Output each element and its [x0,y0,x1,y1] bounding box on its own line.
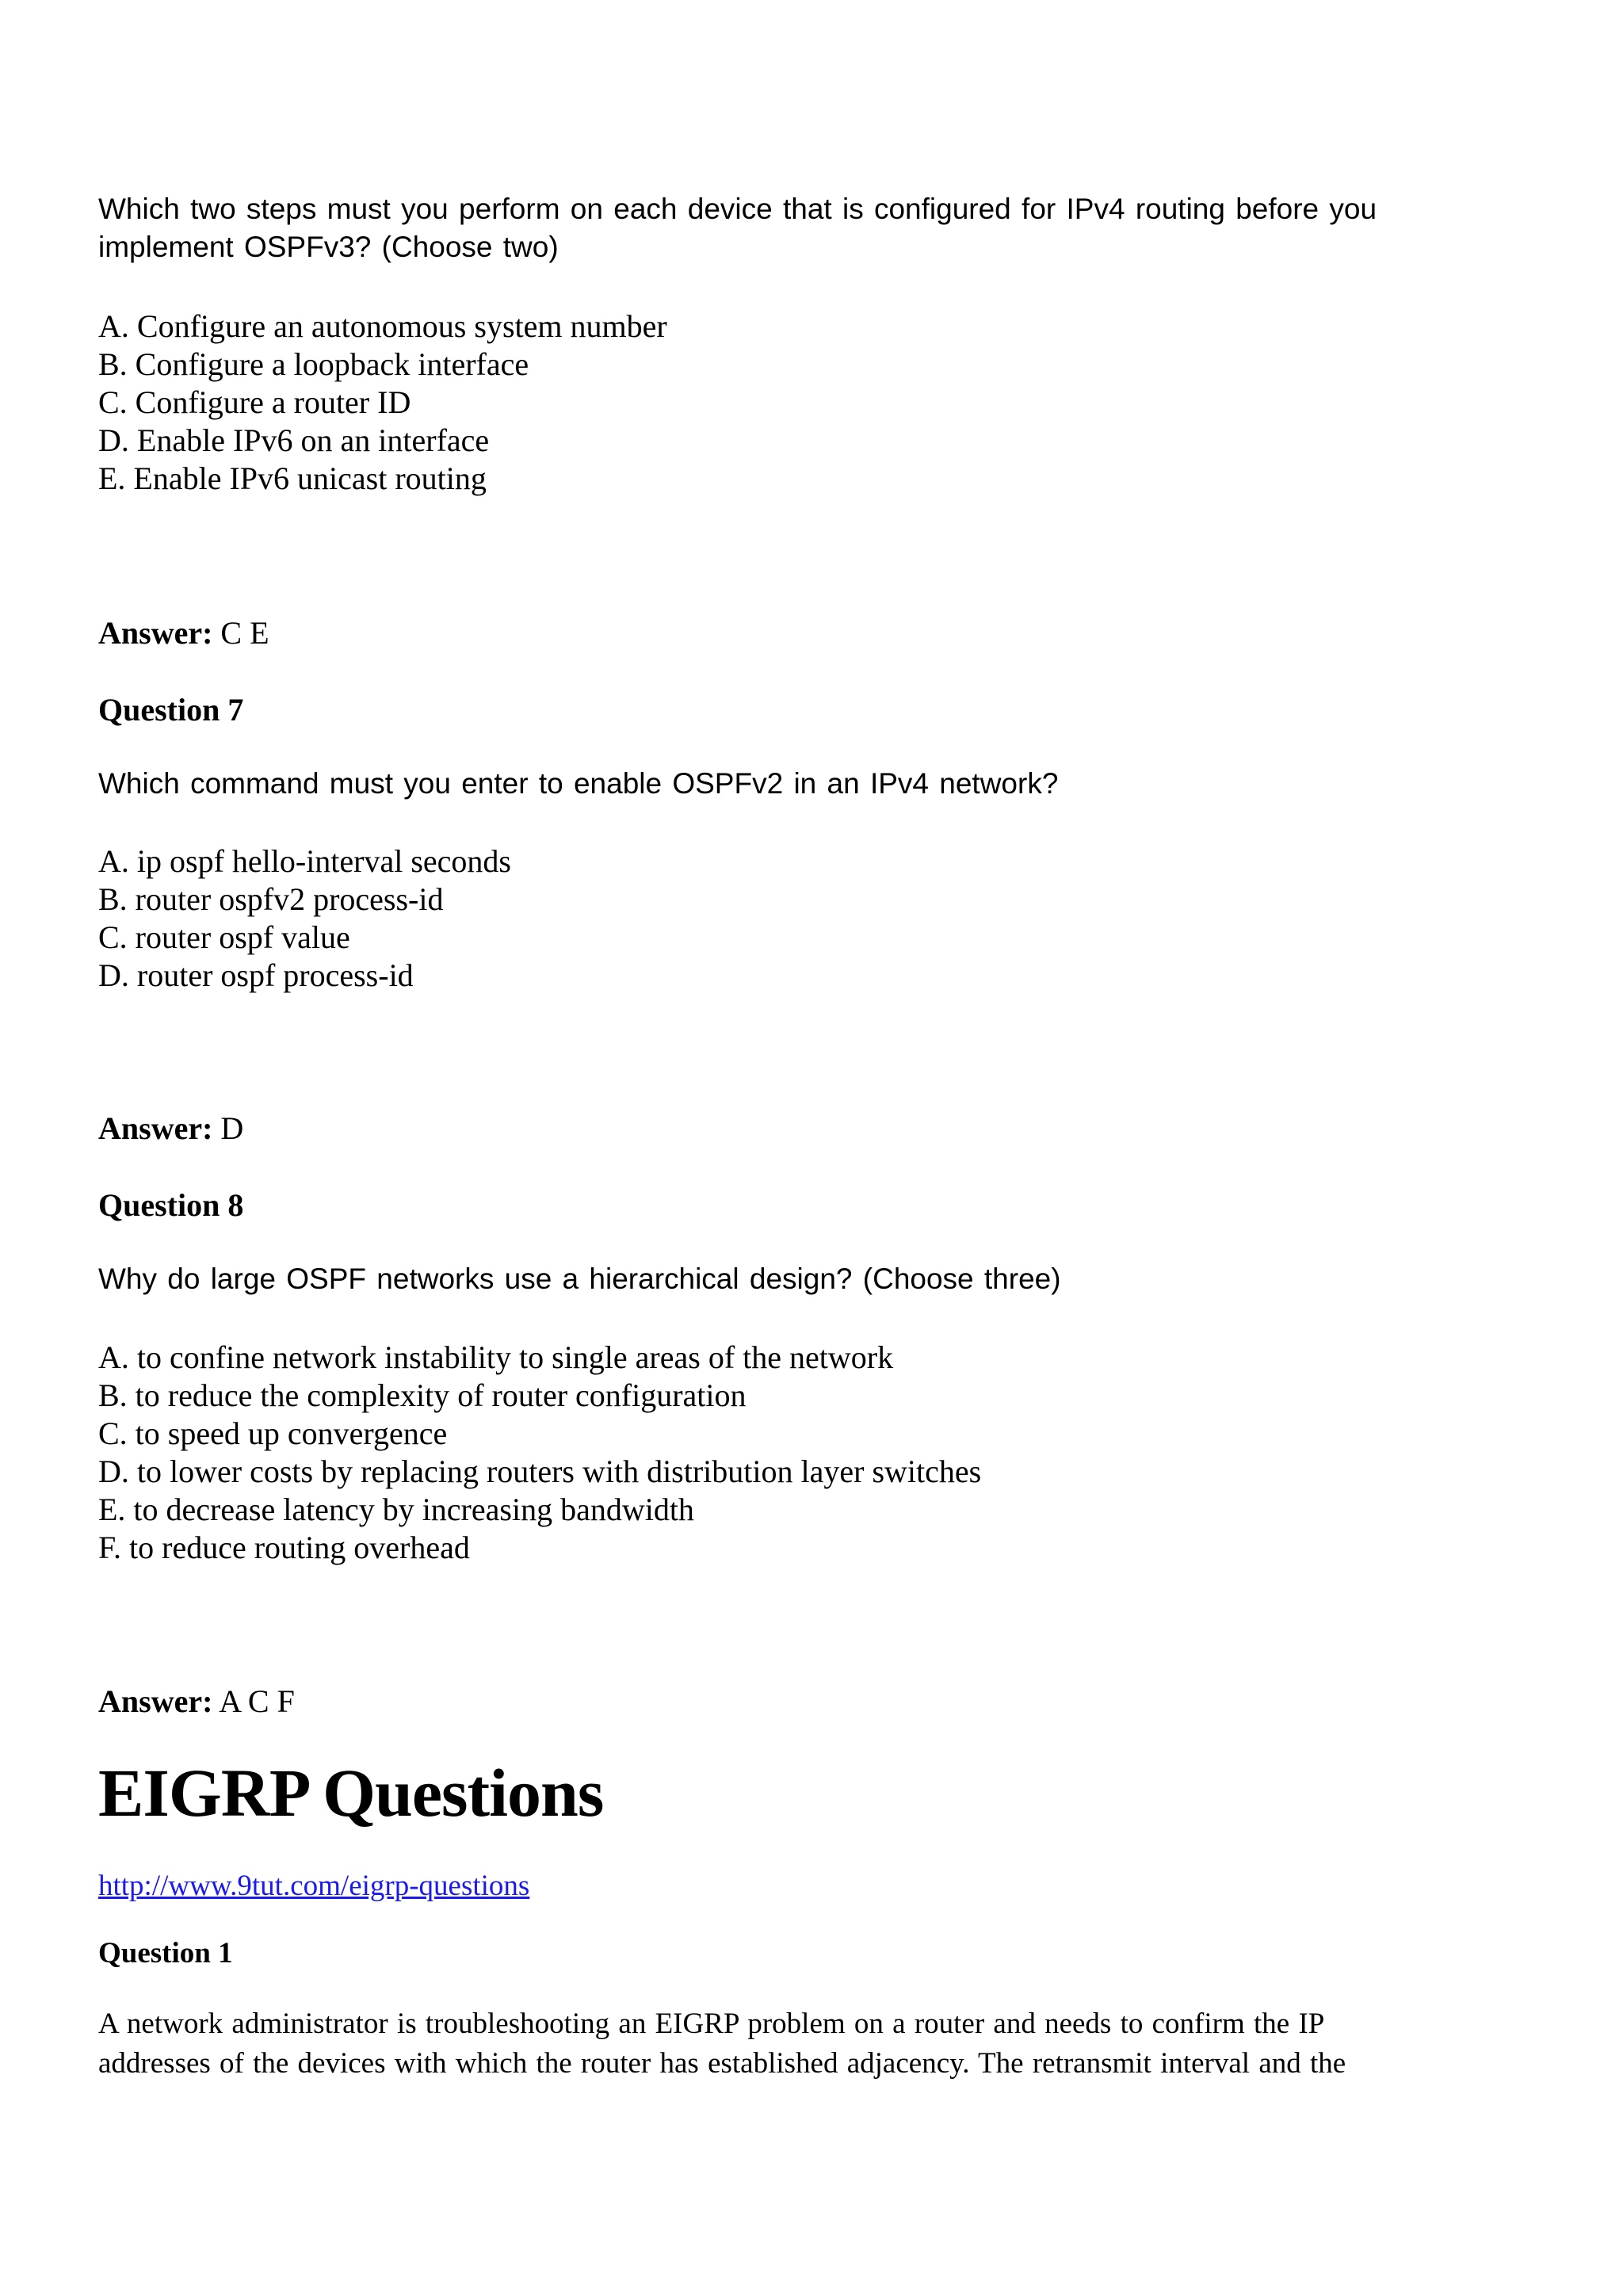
q7-options [98,842,1398,995]
q8-option-e: E. to decrease latency by increasing bandwidth [98,1492,694,1527]
q8-option-d: D. to lower costs by replacing routers with distribution layer switches [98,1454,982,1489]
q7-answer-label: Answer: [98,1110,213,1146]
q6-option-c: C. Configure a router ID [98,384,411,420]
eigrp-questions-link[interactable]: http://www.9tut.com/eigrp-questions [98,1870,530,1902]
q8-answer-label: Answer: [98,1683,213,1719]
q7-question-text: Which command must you enter to enable OSPFv2 in an IPv4 network? [98,767,1059,800]
q7-answer-value: D [212,1110,244,1146]
q6-question-text: Which two steps must you perform on each device that is configured for IPv4 routing before you implement OSPFv3? (Choose two) [98,193,1377,263]
q6-options [98,308,1398,498]
q8-answer-value: A C F [212,1683,295,1719]
eigrp-q1-heading: Question 1 [98,1937,233,1969]
q8-option-b: B. to reduce the complexity of router configuration [98,1377,747,1413]
q7-option-d: D. router ospf process-id [98,957,414,993]
q7-answer [98,1110,1398,1148]
q8-option-a: A. to confine network instability to single areas of the network [98,1339,894,1375]
q6-answer-label: Answer: [98,615,213,651]
q8-answer [98,1683,1398,1721]
q7-option-c: C. router ospf value [98,919,350,955]
q6-option-a: A. Configure an autonomous system number [98,308,667,344]
q8-question-text: Why do large OSPF networks use a hierarchical design? (Choose three) [98,1263,1061,1295]
q7-heading: Question 7 [98,692,244,728]
q6-answer [98,614,1398,652]
q6-answer-value: C E [212,615,269,651]
q7-option-a: A. ip ospf hello-interval seconds [98,843,511,879]
q8-options [98,1339,1398,1567]
eigrp-q1-text-line1: A network administrator is troubleshooting an EIGRP problem on a router and needs to confirm the IP [98,2008,1325,2040]
q8-heading: Question 8 [98,1187,244,1223]
q6-block [98,190,1398,266]
q8-option-c: C. to speed up convergence [98,1415,448,1451]
q6-option-d: D. Enable IPv6 on an interface [98,422,490,458]
q7-option-b: B. router ospfv2 process-id [98,881,444,917]
q8-option-f: F. to reduce routing overhead [98,1530,470,1565]
q6-option-b: B. Configure a loopback interface [98,346,529,382]
q6-option-e: E. Enable IPv6 unicast routing [98,460,487,496]
eigrp-q1-text-line2: addresses of the devices with which the router has established adjacency. The retransmit interval and the [98,2047,1346,2080]
section-title-eigrp: EIGRP Questions [98,1755,604,1831]
